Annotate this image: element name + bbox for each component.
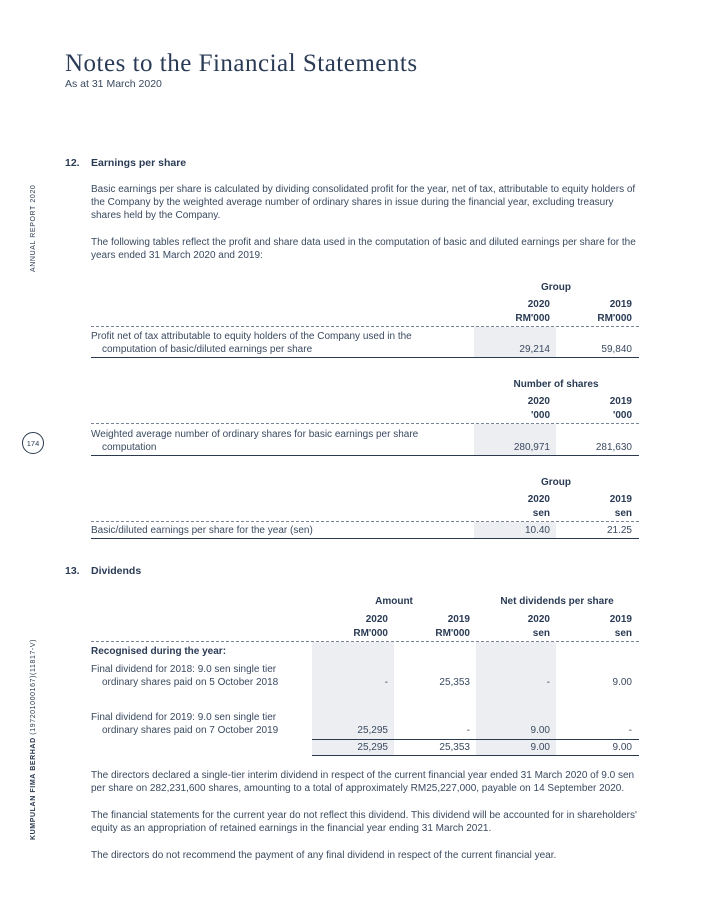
table3-col1-unit: sen bbox=[532, 508, 550, 519]
table1-row-label-2: computation of basic/diluted earnings per share bbox=[102, 344, 313, 355]
dividend-row1-label-1: Final dividend for 2018: 9.0 sen single tier bbox=[91, 664, 277, 675]
company-registration: (197201000167)(11817-V) bbox=[30, 638, 37, 735]
dividend-total-3: 9.00 bbox=[530, 742, 550, 753]
dividend-amount-header: Amount bbox=[375, 596, 413, 607]
table1-value-2019: 59,840 bbox=[601, 344, 632, 355]
page-subtitle: As at 31 March 2020 bbox=[65, 78, 162, 90]
section-12-title: Earnings per share bbox=[91, 157, 187, 169]
table1-row-label-1: Profit net of tax attributable to equity holders of the Company used in the bbox=[91, 331, 412, 342]
section-12-number: 12. bbox=[65, 157, 80, 169]
section-13-paragraph-2: The financial statements for the current year do not reflect this dividend. This dividend will be accounted for in shareholders' equity as an appropriation of retained earnings in the financial year ending 31 March 2021. bbox=[91, 810, 637, 834]
table2-bottom-line bbox=[91, 455, 639, 456]
section-13-paragraph-3: The directors do not recommend the payment of any final dividend in respect of the current financial year. bbox=[91, 850, 557, 861]
div-col2-unit: RM'000 bbox=[435, 628, 470, 639]
section-12-paragraph-1: Basic earnings per share is calculated by dividing consolidated profit for the year, net of tax, attributable to equity holders of the Company by the weighted average number of ordinary shares in issue during the financial year, excluding treasury shares held by the Company. bbox=[91, 184, 636, 221]
dividend-row2-value-2: - bbox=[466, 725, 470, 736]
annual-report-label: ANNUAL REPORT 2020 bbox=[30, 184, 37, 272]
div-col3-unit: sen bbox=[532, 628, 550, 639]
dividend-row2-value-1: 25,295 bbox=[357, 725, 388, 736]
table1-col1-year: 2020 bbox=[527, 299, 550, 310]
table1-value-2020: 29,214 bbox=[519, 344, 550, 355]
dividend-row1-value-1: - bbox=[384, 677, 388, 688]
table1-bottom-line bbox=[91, 357, 639, 358]
table1-col2-unit: RM'000 bbox=[597, 313, 632, 324]
table1-group-header: Group bbox=[541, 282, 571, 293]
company-label bbox=[30, 639, 37, 840]
table1-divider bbox=[91, 326, 639, 327]
dividend-row1-value-3: - bbox=[546, 677, 550, 688]
table2-divider bbox=[91, 423, 639, 424]
net-dividend-header: Net dividends per share bbox=[500, 596, 614, 607]
table2-value-2020: 280,971 bbox=[513, 442, 550, 453]
company-name: KUMPULAN FIMA BERHAD bbox=[30, 737, 37, 840]
div-col1-year: 2020 bbox=[365, 614, 388, 625]
dividend-row1-value-2: 25,353 bbox=[439, 677, 470, 688]
table2-col1-unit: '000 bbox=[530, 410, 550, 421]
table2-row-label-2: computation bbox=[102, 442, 157, 453]
div-col2-year: 2019 bbox=[447, 614, 470, 625]
section-13-title: Dividends bbox=[91, 565, 142, 577]
div-col4-year: 2019 bbox=[609, 614, 632, 625]
div-col1-unit: RM'000 bbox=[353, 628, 388, 639]
table2-col2-year: 2019 bbox=[609, 396, 632, 407]
table2-col1-year: 2020 bbox=[527, 396, 550, 407]
table3-value-2020: 10.40 bbox=[524, 525, 550, 536]
div-col4-unit: sen bbox=[614, 628, 632, 639]
table3-divider bbox=[91, 521, 639, 522]
table3-col2-unit: sen bbox=[614, 508, 632, 519]
dividend-total-1: 25,295 bbox=[357, 742, 388, 753]
page-title: Notes to the Financial Statements bbox=[65, 50, 418, 77]
table3-value-2019: 21.25 bbox=[606, 525, 632, 536]
table2-row-label-1: Weighted average number of ordinary shares for basic earnings per share bbox=[91, 429, 419, 440]
div-col3-year: 2020 bbox=[527, 614, 550, 625]
table3-col2-year: 2019 bbox=[609, 494, 632, 505]
recognised-label: Recognised during the year: bbox=[91, 646, 227, 657]
dividend-row1-label-2: ordinary shares paid on 5 October 2018 bbox=[102, 677, 279, 688]
table3-bottom-line bbox=[91, 538, 639, 539]
dividend-row2-label-2: ordinary shares paid on 7 October 2019 bbox=[102, 725, 279, 736]
table1-col2-year: 2019 bbox=[609, 299, 632, 310]
section-12-paragraph-2: The following tables reflect the profit and share data used in the computation of basic and diluted earnings per share for the years ended 31 March 2020 and 2019: bbox=[91, 237, 636, 261]
dividend-row2-value-3: 9.00 bbox=[530, 725, 550, 736]
table3-row-label: Basic/diluted earnings per share for the year (sen) bbox=[91, 525, 313, 536]
page-number: 174 bbox=[22, 432, 44, 454]
dividend-row2-value-4: - bbox=[628, 725, 632, 736]
table2-group-header: Number of shares bbox=[513, 379, 599, 390]
dividend-row2-label-1: Final dividend for 2019: 9.0 sen single tier bbox=[91, 712, 277, 723]
dividend-row1-value-4: 9.00 bbox=[612, 677, 632, 688]
dividend-total-4: 9.00 bbox=[612, 742, 632, 753]
section-13-number: 13. bbox=[65, 565, 80, 577]
table2-value-2019: 281,630 bbox=[595, 442, 632, 453]
table3-col1-year: 2020 bbox=[527, 494, 550, 505]
table3-group-header: Group bbox=[541, 477, 571, 488]
dividend-total-bottom-line bbox=[312, 755, 639, 756]
section-13-paragraph-1: The directors declared a single-tier interim dividend in respect of the current financial year ended 31 March 2020 of 9.0 sen per share on 282,231,600 shares, amounting to a total of approximately RM25,227,000, payable on 14 September 2020. bbox=[91, 770, 635, 794]
table2-col2-unit: '000 bbox=[612, 410, 632, 421]
dividend-total-2: 25,353 bbox=[439, 742, 470, 753]
table1-col1-unit: RM'000 bbox=[515, 313, 550, 324]
